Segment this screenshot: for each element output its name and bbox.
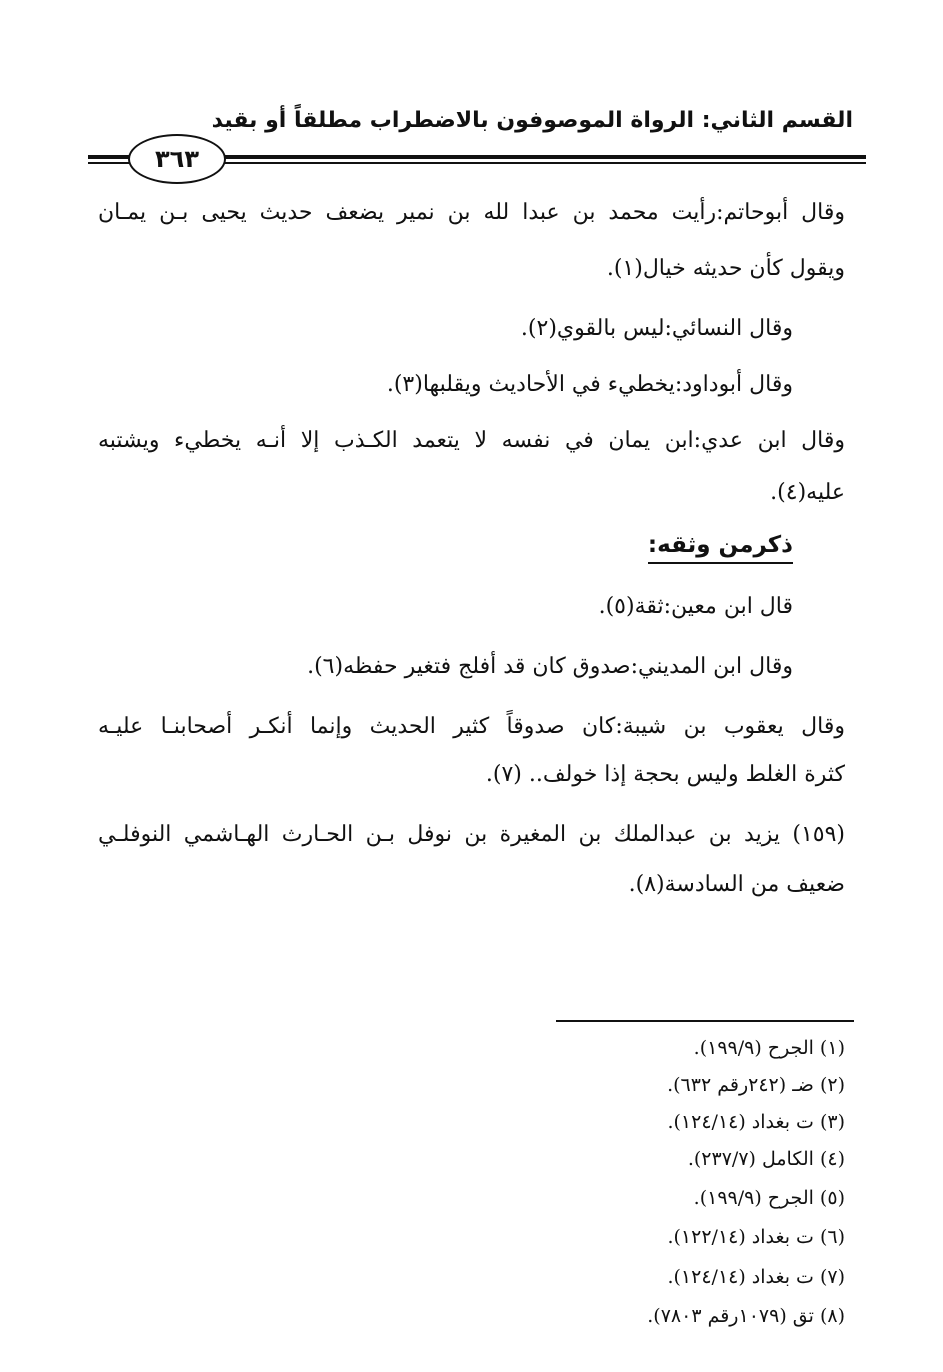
paragraph-yaqub-line1: وقال يعقوب بن شيبة:كان صدوقاً كثير الحديث وإنما أنكـر أصحابنـا عليـه	[98, 714, 845, 739]
running-title: القسم الثاني: الرواة الموصوفون بالاضطراب مطلقاً أو بقيد	[211, 108, 853, 133]
footnote-item: (٣) ت بغداد (١٢٤/١٤).	[667, 1111, 845, 1133]
entry-159-line1: (١٥٩) يزيد بن عبدالملك بن المغيرة بن نوفل بـن الحـارث الهـاشمي النوفلـي	[98, 822, 845, 847]
paragraph-ibn-adi-line1: وقال ابن عدي:ابن يمان في نفسه لا يتعمد الكـذب إلا أنـه يخطيء ويشتبه	[98, 428, 845, 453]
footnote-item: (٢) ضـ (٢٤٢رقم ٦٣٢).	[667, 1074, 845, 1096]
entry-159-line2: ضعيف من السادسة(٨).	[628, 872, 845, 897]
footnote-item: (٧) ت بغداد (١٢٤/١٤).	[667, 1266, 845, 1288]
footnote-item: (٦) ت بغداد (١٢٢/١٤).	[667, 1226, 845, 1248]
paragraph-abu-dawud: وقال أبوداود:يخطيء في الأحاديث ويقلبها(٣).	[386, 372, 793, 397]
paragraph-nasai: وقال النسائي:ليس بالقوي(٢).	[520, 316, 793, 341]
paragraph-ibn-adi-line2: عليه(٤).	[770, 480, 845, 505]
footnote-item: (١) الجرح (١٩٩/٩).	[693, 1037, 845, 1059]
paragraph-ibn-madini: وقال ابن المديني:صدوق كان قد أفلج فتغير حفظه(٦).	[307, 654, 793, 679]
page-number: ٣٦٣	[128, 134, 226, 184]
footnote-separator	[556, 1020, 854, 1022]
paragraph-abu-hatim-line2: ويقول كأن حديثه خيال(١).	[606, 256, 845, 281]
footnote-item: (٥) الجرح (١٩٩/٩).	[693, 1187, 845, 1209]
section-heading: ذكرمن وثقه:	[648, 532, 793, 564]
paragraph-abu-hatim-line1: وقال أبوحاتم:رأيت محمد بن عبدا لله بن نمير يضعف حديث يحيى بـن يمـان	[98, 200, 845, 225]
footnote-item: (٨) تق (١٠٧٩رقم ٧٨٠٣).	[647, 1305, 845, 1327]
paragraph-yaqub-line2: كثرة الغلط وليس بحجة إذا خولف.. (٧).	[485, 762, 845, 787]
paragraph-ibn-main: قال ابن معين:ثقة(٥).	[598, 594, 793, 619]
footnote-item: (٤) الكامل (٢٣٧/٧).	[687, 1148, 845, 1170]
